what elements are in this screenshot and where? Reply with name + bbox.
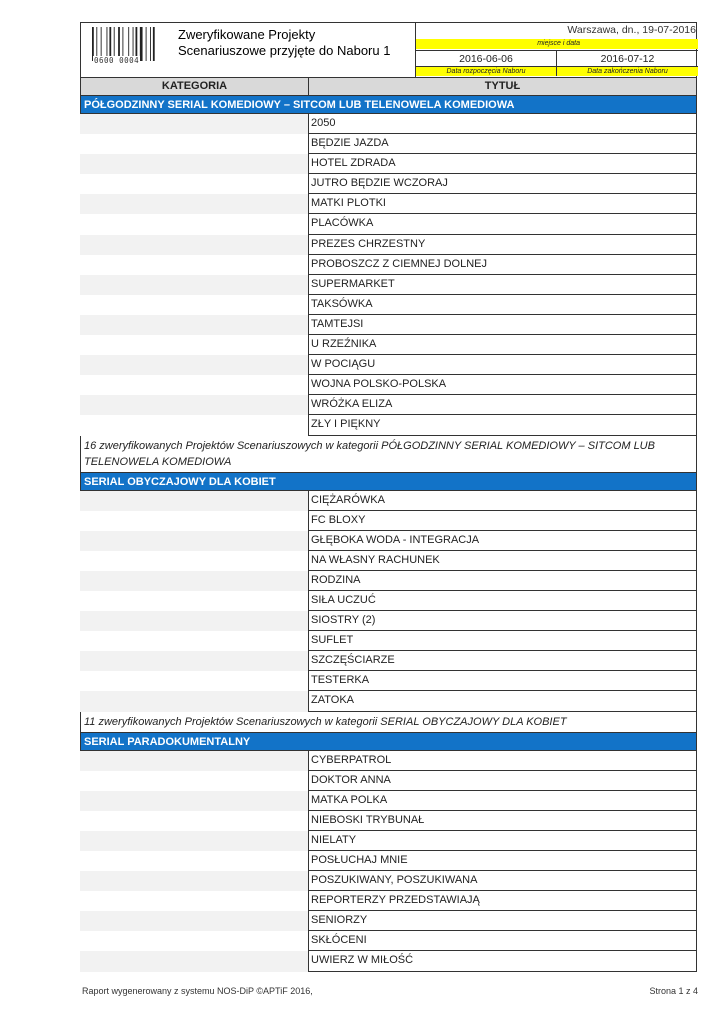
category-cell [80, 395, 308, 415]
category-bar: SERIAL OBYCZAJOWY DLA KOBIET [80, 473, 697, 491]
title-cell: GŁĘBOKA WODA - INTEGRACJA [308, 531, 697, 551]
end-date: 2016-07-12 [557, 50, 698, 66]
category-cell [80, 751, 308, 771]
title-cell: CYBERPATROL [308, 751, 697, 771]
category-cell [80, 531, 308, 551]
title-cell: TESTERKA [308, 671, 697, 691]
table-row [80, 275, 697, 295]
category-cell [80, 791, 308, 811]
title-cell: NIEBOSKI TRYBUNAŁ [308, 811, 697, 831]
table-row [80, 194, 697, 214]
category-cell [80, 335, 308, 355]
table-row [80, 491, 697, 511]
table-row [80, 851, 697, 871]
category-cell [80, 194, 308, 214]
category-cell [80, 491, 308, 511]
title-cell: FC BLOXY [308, 511, 697, 531]
table-row [80, 811, 697, 831]
title-cell: SIOSTRY (2) [308, 611, 697, 631]
category-cell [80, 811, 308, 831]
category-bar: PÓŁGODZINNY SERIAL KOMEDIOWY – SITCOM LUB TELENOWELA KOMEDIOWA [80, 96, 697, 114]
start-date: 2016-06-06 [416, 50, 557, 66]
footer-generated-by: Raport wygenerowany z systemu NOS-DiP ©APTiF 2016, [82, 986, 313, 996]
table-row [80, 235, 697, 255]
title-cell: SENIORZY [308, 911, 697, 931]
table-row [80, 871, 697, 891]
table-row [80, 375, 697, 395]
table-row [80, 891, 697, 911]
title-cell: CIĘŻARÓWKA [308, 491, 697, 511]
title-cell: SUFLET [308, 631, 697, 651]
table-row [80, 551, 697, 571]
table-row [80, 951, 697, 971]
category-cell [80, 951, 308, 971]
table-row [80, 611, 697, 631]
title-cell: BĘDZIE JAZDA [308, 134, 697, 154]
category-bar: SERIAL PARADOKUMENTALNY [80, 733, 697, 751]
category-cell [80, 214, 308, 234]
category-cell [80, 415, 308, 435]
category-cell [80, 611, 308, 631]
table-row [80, 415, 697, 435]
table-row [80, 591, 697, 611]
category-cell [80, 931, 308, 951]
title-cell: 2050 [308, 114, 697, 134]
title-cell: RODZINA [308, 571, 697, 591]
category-cell [80, 591, 308, 611]
title-cell: WOJNA POLSKO-POLSKA [308, 375, 697, 395]
title-cell: POSZUKIWANY, POSZUKIWANA [308, 871, 697, 891]
title-cell: REPORTERZY PRZEDSTAWIAJĄ [308, 891, 697, 911]
table-row [80, 214, 697, 234]
table-row [80, 931, 697, 951]
title-cell: W POCIĄGU [308, 355, 697, 375]
category-cell [80, 631, 308, 651]
title-cell: DOKTOR ANNA [308, 771, 697, 791]
category-cell [80, 551, 308, 571]
table-row [80, 134, 697, 154]
barcode-number: 0600 0004 [94, 56, 140, 65]
title-cell: ZŁY I PIĘKNY [308, 415, 697, 435]
title-cell: SKŁÓCENI [308, 931, 697, 951]
category-cell [80, 571, 308, 591]
report-header [80, 22, 697, 78]
title-cell: U RZEŹNIKA [308, 335, 697, 355]
table-row [80, 911, 697, 931]
table-row [80, 355, 697, 375]
title-cell: JUTRO BĘDZIE WCZORAJ [308, 174, 697, 194]
title-cell: TAMTEJSI [308, 315, 697, 335]
category-cell [80, 871, 308, 891]
title-cell: TAKSÓWKA [308, 295, 697, 315]
title-cell: ZATOKA [308, 691, 697, 711]
table-row [80, 691, 697, 711]
category-cell [80, 691, 308, 711]
title-cell: POSŁUCHAJ MNIE [308, 851, 697, 871]
category-cell [80, 295, 308, 315]
table-row [80, 511, 697, 531]
title-line-2: Scenariuszowe przyjęte do Naboru 1 [178, 43, 391, 58]
table-row [80, 631, 697, 651]
place-date: Warszawa, dn., 19-07-2016 [567, 24, 696, 36]
report-page [80, 22, 697, 972]
table-row [80, 571, 697, 591]
column-header-title: TYTUŁ [484, 80, 521, 92]
category-cell [80, 911, 308, 931]
title-cell: PLACÓWKA [308, 214, 697, 234]
table-row [80, 395, 697, 415]
category-cell [80, 891, 308, 911]
title-cell: NIELATY [308, 831, 697, 851]
category-cell [80, 831, 308, 851]
table-header [80, 78, 697, 96]
footer-page-number: Strona 1 z 4 [649, 986, 698, 996]
category-cell [80, 851, 308, 871]
column-header-category: KATEGORIA [81, 78, 309, 95]
title-cell: SZCZĘŚCIARZE [308, 651, 697, 671]
table-row [80, 255, 697, 275]
table-row [80, 531, 697, 551]
category-cell [80, 134, 308, 154]
table-body [80, 96, 697, 972]
table-row [80, 751, 697, 771]
table-row [80, 114, 697, 134]
table-row [80, 315, 697, 335]
title-cell: SUPERMARKET [308, 275, 697, 295]
end-date-caption: Data zakończenia Naboru [557, 66, 698, 76]
category-cell [80, 154, 308, 174]
title-cell: MATKI PLOTKI [308, 194, 697, 214]
place-date-caption: miejsce i data [416, 39, 698, 49]
table-row [80, 174, 697, 194]
report-title [178, 27, 390, 59]
category-cell [80, 355, 308, 375]
table-row [80, 295, 697, 315]
category-cell [80, 235, 308, 255]
category-cell [80, 255, 308, 275]
table-row [80, 831, 697, 851]
category-cell [80, 114, 308, 134]
title-cell: UWIERZ W MIŁOŚĆ [308, 951, 697, 971]
category-cell [80, 375, 308, 395]
table-row [80, 651, 697, 671]
category-cell [80, 315, 308, 335]
category-cell [80, 174, 308, 194]
title-line-1: Zweryfikowane Projekty [178, 27, 316, 42]
category-cell [80, 275, 308, 295]
table-row [80, 791, 697, 811]
table-row [80, 671, 697, 691]
table-row [80, 335, 697, 355]
title-cell: WRÓŻKA ELIZA [308, 395, 697, 415]
start-date-caption: Data rozpoczęcia Naboru [416, 66, 557, 76]
title-cell: HOTEL ZDRADA [308, 154, 697, 174]
category-cell [80, 671, 308, 691]
title-cell: SIŁA UCZUĆ [308, 591, 697, 611]
title-cell: MATKA POLKA [308, 791, 697, 811]
category-summary: 16 zweryfikowanych Projektów Scenariuszowych w kategorii PÓŁGODZINNY SERIAL KOMEDIOWY – SITCOM LUB TELENOWELA KOMEDIOWA [80, 436, 697, 473]
category-summary: 11 zweryfikowanych Projektów Scenariuszowych w kategorii SERIAL OBYCZAJOWY DLA KOBIET [80, 712, 697, 733]
title-cell: PROBOSZCZ Z CIEMNEJ DOLNEJ [308, 255, 697, 275]
category-cell [80, 771, 308, 791]
title-cell: PREZES CHRZESTNY [308, 235, 697, 255]
category-cell [80, 511, 308, 531]
table-row [80, 771, 697, 791]
category-cell [80, 651, 308, 671]
date-block [415, 22, 699, 78]
title-cell: NA WŁASNY RACHUNEK [308, 551, 697, 571]
table-row [80, 154, 697, 174]
